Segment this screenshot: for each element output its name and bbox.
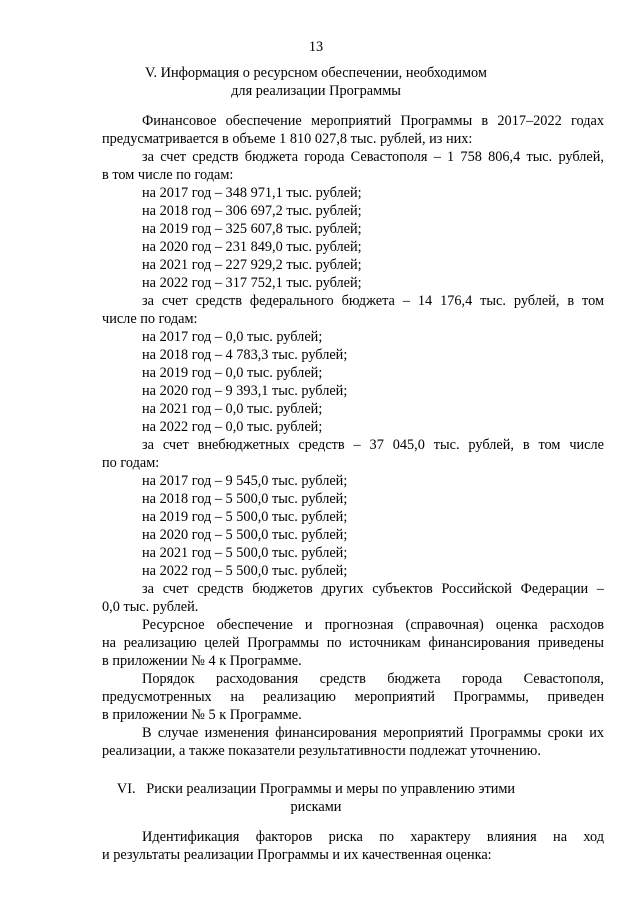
section6-heading-line2: рисками	[290, 799, 342, 815]
city-budget-line2: в том числе по годам:	[102, 167, 234, 183]
city-year-2017: на 2017 год – 348 971,1 тыс. рублей;	[142, 185, 362, 201]
city-budget-line1: за счет средств бюджета города Севастополя – 1 758 806,4 тыс. рублей,	[142, 149, 604, 165]
federal-year-2020: на 2020 год – 9 393,1 тыс. рублей;	[142, 383, 348, 399]
resources-line3: в приложении № 4 к Программе.	[102, 653, 302, 669]
city-year-2021: на 2021 год – 227 929,2 тыс. рублей;	[142, 257, 362, 273]
federal-year-2021: на 2021 год – 0,0 тыс. рублей;	[142, 401, 323, 417]
federal-budget-line2: числе по годам:	[102, 311, 198, 327]
federal-year-2018: на 2018 год – 4 783,3 тыс. рублей;	[142, 347, 348, 363]
page-number: 13	[308, 39, 324, 55]
federal-year-2017: на 2017 год – 0,0 тыс. рублей;	[142, 329, 323, 345]
extra-budget-line1: за счет внебюджетных средств – 37 045,0 тыс. рублей, в том числе	[142, 437, 604, 453]
section5-heading-line2: для реализации Программы	[231, 83, 401, 99]
section5-heading-line1: V. Информация о ресурсном обеспечении, необходимом	[145, 65, 487, 81]
extra-year-2021: на 2021 год – 5 500,0 тыс. рублей;	[142, 545, 348, 561]
city-year-2018: на 2018 год – 306 697,2 тыс. рублей;	[142, 203, 362, 219]
risk-text-line2: и результаты реализации Программы и их качественная оценка:	[102, 847, 492, 863]
change-line2: реализации, а также показатели результативности подлежат уточнению.	[102, 743, 541, 759]
resources-line1: Ресурсное обеспечение и прогнозная (справочная) оценка расходов	[142, 617, 604, 633]
intro-line2: предусматривается в объеме 1 810 027,8 тыс. рублей, из них:	[102, 131, 473, 147]
city-year-2020: на 2020 год – 231 849,0 тыс. рублей;	[142, 239, 362, 255]
extra-year-2017: на 2017 год – 9 545,0 тыс. рублей;	[142, 473, 348, 489]
intro-line1: Финансовое обеспечение мероприятий Программы в 2017–2022 годах	[142, 113, 604, 129]
order-line2: предусмотренных на реализацию мероприятий Программы, приведен	[102, 689, 604, 705]
federal-year-2022: на 2022 год – 0,0 тыс. рублей;	[142, 419, 323, 435]
extra-year-2022: на 2022 год – 5 500,0 тыс. рублей;	[142, 563, 348, 579]
extra-budget-line2: по годам:	[102, 455, 160, 471]
extra-year-2018: на 2018 год – 5 500,0 тыс. рублей;	[142, 491, 348, 507]
other-subjects-line1: за счет средств бюджетов других субъектов Российской Федерации –	[142, 581, 604, 597]
city-year-2019: на 2019 год – 325 607,8 тыс. рублей;	[142, 221, 362, 237]
other-subjects-line2: 0,0 тыс. рублей.	[102, 599, 199, 615]
order-line3: в приложении № 5 к Программе.	[102, 707, 302, 723]
resources-line2: на реализацию целей Программы по источникам финансирования приведены	[102, 635, 604, 651]
extra-year-2020: на 2020 год – 5 500,0 тыс. рублей;	[142, 527, 348, 543]
federal-budget-line1: за счет средств федерального бюджета – 14 176,4 тыс. рублей, в том	[142, 293, 604, 309]
extra-year-2019: на 2019 год – 5 500,0 тыс. рублей;	[142, 509, 348, 525]
federal-year-2019: на 2019 год – 0,0 тыс. рублей;	[142, 365, 323, 381]
order-line1: Порядок расходования средств бюджета города Севастополя,	[142, 671, 604, 687]
city-year-2022: на 2022 год – 317 752,1 тыс. рублей;	[142, 275, 362, 291]
risk-text-line1: Идентификация факторов риска по характеру влияния на ход	[142, 829, 604, 845]
section6-heading-line1: VI. Риски реализации Программы и меры по управлению этими	[116, 781, 516, 797]
change-line1: В случае изменения финансирования мероприятий Программы сроки их	[142, 725, 604, 741]
